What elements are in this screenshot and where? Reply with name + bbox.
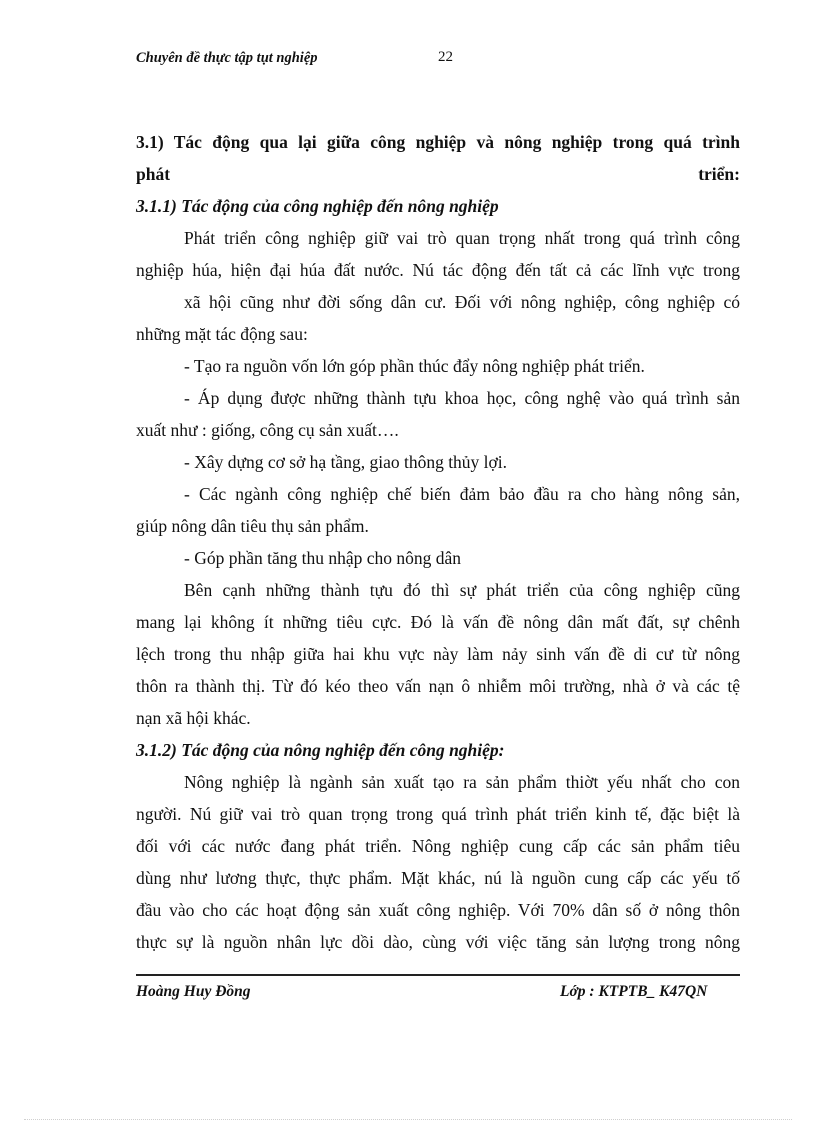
paragraph-line: nạn xã hội khác.: [136, 708, 251, 728]
paragraph-line: đối với các nước đang phát triển. Nông nghiệp cung cấp các sản phẩm tiêu: [136, 836, 740, 856]
paragraph-line: - Các ngành công nghiệp chế biến đảm bảo đầu ra cho hàng nông sản,: [184, 484, 740, 504]
document-body: [136, 126, 740, 958]
page-footer: [136, 983, 740, 1007]
paragraph-line: thực sự là nguồn nhân lực dồi dào, cùng với việc tăng sản lượng trong nông: [136, 932, 740, 952]
paragraph-line: mang lại không ít những tiêu cực. Đó là vấn đề nông dân mất đất, sự chênh: [136, 612, 740, 632]
footer-author: Hoàng Huy Đồng: [136, 983, 251, 1000]
footer-divider: [136, 974, 740, 976]
paragraph-line: Nông nghiệp là ngành sản xuất tạo ra sản phẩm thiờt yếu nhất cho con: [184, 772, 740, 792]
section-heading: 3.1) Tác động qua lại giữa công nghiệp và nông nghiệp trong quá trình: [136, 132, 740, 152]
paragraph-line: xã hội cũng như đời sống dân cư. Đối với nông nghiệp, công nghiệp có: [184, 292, 740, 312]
page-header: [136, 46, 736, 74]
bullet-item: - Xây dựng cơ sở hạ tầng, giao thông thủy lợi.: [184, 452, 508, 472]
section-heading-left: phát: [136, 164, 171, 184]
section-heading-right: triển:: [698, 164, 740, 184]
paragraph-line: Phát triển công nghiệp giữ vai trò quan trọng nhất trong quá trình công: [184, 228, 740, 248]
paragraph-line: người. Nú giữ vai trò quan trọng trong quá trình phát triển kinh tế, đặc biệt là: [136, 804, 740, 824]
subsection-heading-1: 3.1.1) Tác động của công nghiệp đến nông nghiệp: [136, 196, 499, 216]
paragraph-line: nghiệp húa, hiện đại húa đất nước. Nú tác động đến tất cả các lĩnh vực trong: [136, 260, 740, 280]
header-title: Chuyên đề thực tập tụt nghiệp: [136, 50, 318, 66]
paragraph-closing: [136, 574, 740, 734]
paragraph-line: lệch trong thu nhập giữa hai khu vực này làm nảy sinh vấn đề di cư từ nông: [136, 644, 740, 664]
bullet-item: [136, 382, 740, 446]
page-number: 22: [438, 49, 453, 65]
paragraph-intro: [136, 222, 740, 350]
paragraph-line: những mặt tác động sau:: [136, 324, 308, 344]
paragraph-line: - Áp dụng được những thành tựu khoa học, công nghệ vào quá trình sản: [184, 388, 740, 408]
page-bottom-border: [24, 1119, 792, 1120]
subsection-heading-2: 3.1.2) Tác động của nông nghiệp đến công nghiệp:: [136, 740, 505, 760]
bullet-item: - Góp phần tăng thu nhập cho nông dân: [184, 548, 462, 568]
bullet-item: - Tạo ra nguồn vốn lớn góp phần thúc đẩy nông nghiệp phát triển.: [184, 356, 645, 376]
paragraph-line: đầu vào cho các hoạt động sản xuất công nghiệp. Với 70% dân số ở nông thôn: [136, 900, 740, 920]
section-heading-continued: [136, 158, 740, 190]
paragraph-line: Bên cạnh những thành tựu đó thì sự phát triển của công nghiệp cũng: [184, 580, 740, 600]
footer-class: Lớp : KTPTB_ K47QN: [560, 983, 708, 1000]
paragraph-line: dùng như lương thực, thực phẩm. Mặt khác, nú là nguồn cung cấp các yếu tố: [136, 868, 740, 888]
bullet-item: [136, 478, 740, 542]
paragraph-line: xuất như : giống, công cụ sản xuất….: [136, 420, 399, 440]
paragraph-line: thôn ra thành thị. Từ đó kéo theo vấn nạn ô nhiễm môi trường, nhà ở và các tệ: [136, 676, 740, 696]
paragraph-line: giúp nông dân tiêu thụ sản phẩm.: [136, 516, 369, 536]
paragraph-agriculture: [136, 766, 740, 958]
